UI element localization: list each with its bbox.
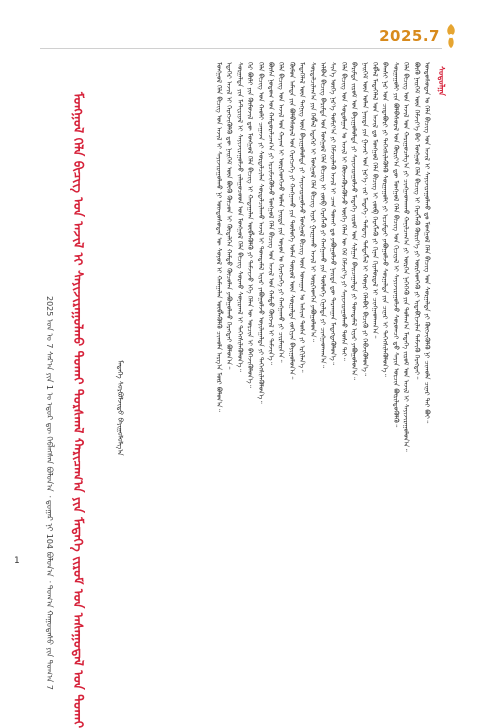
body-line: ᠰᠤᠷᠭᠠᠭᠤᠯᠢ ᠶᠢᠨ ᠪᠣᠯᠪᠠᠰᠤᠷᠠᠯ ᠤᠨ ᠬᠦᠷᠢᠶ᠎ᠡᠨ ᠳᠦ ᠮᠣᠩᠭᠣᠯ ᠬᠡᠯᠡ ᠪᠢᠴᠢᠭ ᠤᠨ ᠬᠢᠴᠢᠶᠡᠯ ᠢ ᠰᠠᠶᠢᠵᠢᠷᠠᠭᠤᠯᠵᠤ ᠰᠤᠷᠤᠭᠴᠢ ᠳ᠋ᠤ ᠰᠠᠶᠢᠨ ᠣᠷᠴᠢᠨ ᠪᠦᠷᠢᠯᠳᠦᠭᠦᠯᠬᠦ᠃ (391, 62, 400, 428)
body-line: ᠬᠡᠯᠡ ᠪᠢᠴᠢᠭ ᠤᠨ ᠠᠵᠢᠯ ᠤᠨ ᠬᠠᠷᠢᠭᠤᠴᠠᠯᠭ᠎ᠠ ᠶᠢ ᠴᠢᠩᠭᠠᠳᠬᠠᠬᠤ ᠬᠠᠨᠢᠯᠴᠠᠭ᠎ᠠ ᠶᠢ ᠥᠷᠭᠡᠨ ᠨᠡᠭᠡᠭᠡᠬᠦ ᠶᠢᠨ ᠲᠤᠯᠠᠭ᠎ᠠ ᠮᠡᠳᠡᠭᠡ ᠵᠢᠷᠤᠮ ᠤᠨ ᠠᠵᠢᠯ ᠢ ᠰᠠᠶᠢᠵᠢᠷᠠᠭᠤᠯᠤᠨ᠎ᠠ᠃ (402, 62, 411, 452)
body-line: ᠰᠤᠷᠭᠠᠯᠲᠠ ᠶᠢᠨ ᠮᠠᠲ᠋ᠧᠷᠢᠶᠠᠯ ᠢ ᠰᠠᠶᠢᠵᠢᠷᠠᠭᠤᠯᠵᠤ ᠵᠠᠯᠠᠭᠤᠴᠤᠳ ᠤᠨ ᠮᠣᠩᠭᠣᠯ ᠬᠡᠯᠡ ᠪᠢᠴᠢᠭ ᠰᠤᠷᠬᠤ ᠰᠣᠨᠢᠷᠬᠠᠯ ᠢ ᠳᠡᠭᠡᠭᠰᠢᠯᠡᠭᠦᠯᠦᠨ᠎ᠡ᠃ (235, 62, 244, 372)
body-line: ᠪᠦᠬᠦ ᠨᠡᠢᠭᠡᠮ ᠦᠨ ᠬᠡᠮᠵᠢᠶ᠎ᠡ ᠪᠡᠷ ᠮᠣᠩᠭᠣᠯ ᠬᠡᠯᠡ ᠪᠢᠴᠢᠭ ᠢ ᠬᠡᠷᠡᠭᠯᠡᠬᠦ ᠬᠦᠷᠢᠶ᠎ᠡ ᠶᠢ ᠥᠷᠭᠡᠳᠬᠡᠬᠦ ᠶᠢ ᠢᠳᠡᠪᠬᠢᠵᠢᠯᠡᠨ ᠳᠡᠮᠵᠢᠬᠦ ᠬᠡᠷᠡᠭᠲᠡᠢ᠃ (412, 62, 421, 380)
ornament-icon (440, 22, 462, 50)
body-line: ᠮᠣᠩᠭᠣᠯ ᠬᠡᠯᠡ ᠪᠢᠴᠢᠭ ᠤᠨ ᠠᠵᠢᠯ ᠢ ᠰᠠᠶᠢᠵᠢᠷᠠᠭᠤᠯᠬᠤ ᠨᠢ ᠦᠨᠳᠦᠰᠦᠲᠡᠨ ᠦ ᠰᠣᠶᠤᠯ ᠢ ᠬᠠᠮᠠᠭᠠᠯᠠᠨ ᠥᠪᠯᠡᠭᠦᠯᠬᠦ ᠴᠢᠬᠤᠯᠠ ᠠᠷᠭ᠎ᠠ ᠮᠥᠷ ᠪᠣᠯᠤᠨ᠎ᠠ᠃ (215, 62, 223, 412)
body-line: ᠪᠠᠷᠢᠮᠲᠠ ᠵᠢᠷᠤᠮ ᠤᠨ ᠪᠠᠶᠢᠭᠤᠯᠤᠯᠲᠠ ᠶᠢ ᠰᠠᠶᠢᠵᠢᠷᠠᠭᠤᠯᠵᠤ ᠮᠡᠳᠡᠭᠡ ᠵᠢᠷᠤᠮ ᠤᠨ ᠰᠢᠯᠭᠠᠨ ᠪᠠᠢᠴᠠᠭᠠᠯᠲᠠ ᠶᠢ ᠲᠣᠭᠲᠠᠮᠠᠯ ᠢᠶᠠᠷ ᠶᠠᠪᠤᠭᠤᠯᠤᠨ᠎ᠠ᠃ (350, 62, 359, 381)
body-line: ᠪᠠᠭᠰᠢ ᠨᠠᠷ ᠤᠨ ᠴᠢᠳᠠᠪᠤᠷᠢ ᠶᠢ ᠳᠡᠭᠡᠭᠰᠢᠯᠡᠭᠦᠯᠬᠦ ᠰᠤᠷᠭᠠᠭᠤᠯᠢ ᠶᠢ ᠡᠷᠴᠢᠮᠲᠡᠢ ᠶᠠᠪᠤᠭᠤᠯᠵᠤ ᠰᠤᠷᠭᠠᠯᠲᠠ ᠶᠢᠨ ᠴᠢᠨᠠᠷ ᠢ ᠳᠡᠭᠡᠭᠰᠢᠯᠡᠭᠦᠯᠦᠨ᠎ᠡ᠃ (381, 62, 390, 377)
header-divider (40, 48, 442, 49)
issue-date: 2025.7 (379, 27, 440, 45)
article-author: ᠮᠡᠳᠡᠭᠡ ᠰᠤᠷᠪᠤᠯᠵᠢᠳᠤ ᠪᠠᠶᠢᠭᠤᠯᠤᠯᠭ᠎ᠠ (116, 360, 124, 456)
body-line: ᠬᠦᠮᠦᠨ ᠠᠮᠠᠲᠠ ᠶᠢᠨ ᠪᠣᠯᠪᠠᠰᠤᠷᠠᠯ ᠤᠨ ᠬᠡᠷᠡᠭᠴᠡᠭᠡ ᠶᠢ ᠬᠠᠩᠭᠠᠬᠤ ᠶᠢᠨ ᠲᠥᠯᠥᠭᠡ ᠣᠯᠠᠨ ᠲᠥᠷᠥᠯ ᠦᠨ ᠰᠤᠷᠭᠠᠯᠲᠠ ᠵᠤᠬᠢᠶᠠᠨ ᠪᠠᠶᠢᠭᠤᠯᠤᠨ᠎ᠠ᠃ (287, 62, 296, 380)
body-line: ᠠᠯᠪᠠᠨ ᠪᠢᠴᠢᠭ ᠪᠠᠷᠢᠮᠲᠠ ᠤᠨ ᠮᠣᠩᠭᠣᠯ ᠬᠡᠯᠡ ᠪᠢᠴᠢᠭ ᠢ ᠵᠥᠪ ᠬᠡᠷᠡᠭᠯᠡᠬᠦ ᠶᠢ ᠬᠠᠩᠭᠠᠬᠤ ᠶᠢᠨ ᠲᠥᠯᠥᠭᠡ ᠬᠢᠨᠠᠯᠲᠠ ᠶᠢ ᠴᠢᠩᠭᠠᠳᠬᠠᠨ᠎ᠠ᠃ (319, 62, 327, 368)
body-line: ᠰᠤᠷᠲᠠᠯᠴᠢᠯᠠᠭ᠎ᠠ ᠶᠢᠨ ᠬᠡᠪᠯᠡᠯ ᠡᠳᠡᠭᠡᠷ ᠢ ᠮᠣᠩᠭᠣᠯ ᠬᠡᠯᠡ ᠪᠢᠴᠢᠭ ᠢᠶᠡᠷ ᠭᠠᠷᠭᠠᠬᠤ ᠠᠵᠢᠯ ᠢ ᠥᠷᠭᠡᠳᠬᠡᠨ ᠶᠠᠪᠤᠭᠤᠯᠤᠨ᠎ᠠ᠃ (308, 62, 317, 342)
body-line: ᠬᠡᠯᠡ ᠪᠢᠴᠢᠭ ᠤᠨ ᠰᠤᠳᠤᠯᠭᠠᠨ ᠤ ᠠᠵᠢᠯ ᠢ ᠭᠦᠨᠵᠡᠭᠦᠷᠡᠭᠦᠯᠵᠦ ᠦᠭᠡ ᠬᠡᠯᠡᠨ ᠦ ᠬᠡᠮ ᠬᠡᠮᠵᠢᠶ᠎ᠡ ᠶᠢ ᠰᠠᠶᠢᠵᠢᠷᠠᠭᠤᠯᠬᠤ ᠲᠤᠰᠠ ᠲᠠᠢ᠃ (339, 62, 348, 361)
body-line: ᠬᠡᠪᠯᠡᠯ ᠮᠡᠳᠡᠭᠡᠯᠡᠯ ᠤᠨ ᠠᠵᠢᠯ ᠳᠤ ᠮᠣᠩᠭᠣᠯ ᠬᠡᠯᠡ ᠪᠢᠴᠢᠭ ᠢ ᠵᠥᠪ ᠬᠡᠷᠡᠭᠯᠡᠬᠦ ᠶᠢ ᠬᠢᠨᠠᠨ ᠬᠢᠶᠠᠮᠤᠷᠳᠠᠯ ᠢ ᠴᠢᠩᠭᠠᠳᠬᠠᠨ᠎ᠠ᠃ (371, 62, 379, 339)
body-line: ᠨᠡᠢᠭᠡᠮ ᠦᠨ ᠣᠯᠠᠨ ᠨᠡᠢᠲᠡ ᠶᠢᠨ ᠭᠠᠵᠠᠷ ᠤᠨ ᠨᠡᠷ᠎ᠡ᠂ ᠵᠠᠷ ᠮᠡᠳᠡᠭᠡ᠂ ᠲᠡᠮᠳᠡᠭ ᠲᠡᠮᠳᠡᠭᠯᠡᠯ ᠢ ᠬᠣᠶᠠᠷ ᠬᠡᠯᠡᠪᠡᠷ ᠪᠢᠴᠢᠬᠦ ᠶᠢ ᠬᠡᠪᠵᠢᠭᠦᠯᠦᠨ᠎ᠡ᠃ (360, 62, 369, 377)
section-tag: ᠰᠤᠳᠤᠯᠭᠠ (437, 66, 447, 96)
article-title: ᠮᠣᠩᠭᠣᠯ ᠬᠡᠯᠡ ᠪᠢᠴᠢᠭ ᠤᠨ ᠠᠵᠢᠯ ᠢ ᠰᠠᠶᠢᠵᠢᠷᠠᠭᠤᠯᠬᠤ ᠲᠤᠬᠠᠢ ᠳᠤᠷᠰᠬᠠᠯ ᠬᠠᠷᠢᠴᠠᠭ᠎ᠠ ᠶᠢᠨ ᠮᠡᠳᠡᠭᠡ ᠵᠢᠷᠤᠮ ᠤᠨ ᠠᠰᠠᠭᠤᠳᠠᠯ ᠤᠨ ᠲᠤᠬᠠᠢ (70, 92, 85, 728)
body-line: ᠮᠡᠳᠡᠭᠡᠯᠡᠯ ᠦᠨ ᠲᠡᠬᠨᠢᠭ ᠦᠨ ᠪᠠᠶᠢᠭᠤᠯᠤᠯᠲᠠ ᠶᠢ ᠰᠠᠶᠢᠵᠢᠷᠠᠭᠤᠯᠵᠤ ᠮᠣᠩᠭᠣᠯ ᠪᠢᠴᠢᠭ ᠦᠨ ᠤᠬᠠᠭᠠᠨ ᠤ ᠠᠰᠢᠭ᠋ ᠲᠤᠰᠠ ᠶᠢ ᠡᠷᠬᠢᠯᠡᠨ᠎ᠡ᠃ (298, 62, 307, 373)
page-number: 1 (14, 556, 20, 566)
body-line: ᠤᠨᠳᠤᠰᠤᠲᠡᠨ ᠤ ᠬᠡᠯᠡ ᠪᠢᠴᠢᠭ ᠤᠨ ᠠᠵᠢᠯ ᠢ ᠰᠠᠶᠢᠵᠢᠷᠠᠭᠤᠯᠬᠤ ᠳᠤ ᠮᠣᠩᠭᠣᠯ ᠬᠡᠯᠡ ᠪᠢᠴᠢᠭ ᠤᠨ ᠰᠤᠷᠭᠠᠯᠲᠠ ᠶᠢ ᠬᠥᠭᠵᠢᠭᠦᠯᠬᠦ ᠨᠢ ᠴᠢᠬᠤᠯᠠ ᠴᠢᠨᠠᠷ ᠲᠠᠢ ᠪᠤᠢ᠃ (423, 62, 431, 424)
body-line: ᠬᠡᠯᠡ ᠪᠢᠴᠢᠭ ᠤᠨ ᠬᠠᠤᠯᠢ ᠴᠠᠭᠠᠵᠠ ᠶᠢ ᠰᠤᠷᠲᠠᠯᠴᠢᠯᠠᠨ ᠰᠤᠷᠲᠠᠯᠴᠢᠯᠠᠬᠤ ᠠᠵᠢᠯ ᠢ ᠲᠣᠭᠲᠠᠮᠠᠯ ᠢᠶᠠᠷ ᠶᠠᠪᠤᠭᠤᠯᠵᠤ ᠣᠶᠢᠯᠠᠭᠠᠯᠲᠠ ᠶᠢ ᠳᠡᠭᠡᠭᠰᠢᠯᠡᠭᠦᠯᠦᠨ᠎ᠡ᠃ (256, 62, 265, 404)
body-line: ᠬᠡᠯᠡ ᠪᠢᠴᠢᠭ ᠤᠨ ᠠᠵᠢᠯ ᠤᠨ ᠬᠠᠶᠠᠭ ᠢ ᠥᠷᠭᠡᠳᠬᠡᠵᠦ ᠣᠯᠠᠨ ᠨᠡᠢᠲᠡ ᠶᠢᠨ ᠣᠶᠤᠨ ᠤ ᠬᠡᠷᠡᠭᠴᠡᠭᠡ ᠶᠢ ᠬᠠᠩᠭᠠᠬᠤ ᠶᠢ ᠴᠢᠷᠮᠠᠢᠨ᠎ᠠ᠃ (277, 62, 286, 363)
body-line: ᠡᠳᠡᠭᠡᠷ ᠠᠵᠢᠯ ᠢ ᠬᠡᠷᠡᠭᠵᠢᠭᠦᠯᠬᠦ ᠳᠦ ᠨᠡᠢᠭᠡᠮ ᠦᠨ ᠪᠦᠬᠦ ᠬᠦᠴᠦᠨ ᠢ ᠬᠥᠳᠡᠯᠭᠡᠨ ᠬᠠᠮᠲᠤ ᠬᠦᠴᠦᠯᠡᠨ ᠶᠠᠪᠤᠭᠤᠯᠬᠤ ᠬᠡᠷᠡᠭᠲᠡᠢ ᠪᠣᠯᠤᠨ᠎ᠠ᠃ (225, 62, 234, 370)
body-line: ᠰᠢᠨ᠎ᠡ ᠦᠭᠡ ᠨᠡᠷ᠎ᠡ ᠲᠣᠮᠢᠶ᠎ᠠ ᠶᠢ ᠬᠡᠮᠵᠢᠶᠡᠯᠡᠬᠦ ᠠᠵᠢᠯ ᠢ ᠴᠠᠭ ᠲᠤᠬᠠᠢ ᠳᠤ ᠶᠠᠪᠤᠭᠤᠯᠵᠤ ᠨᠡᠢᠲᠡ ᠳᠦ ᠲᠠᠷᠬᠠᠭᠠᠨ ᠮᠡᠳᠡᠭᠳᠡᠭᠦᠯᠦᠨ᠎ᠡ᠃ (329, 62, 338, 366)
body-line: ᠭᠡᠷ ᠪᠦᠯᠢ ᠶᠢᠨ ᠬᠦᠮᠦᠵᠢᠯ ᠳᠦ ᠮᠣᠩᠭᠣᠯ ᠬᠡᠯᠡ ᠪᠢᠴᠢᠭ ᠢ ᠬᠠᠳᠠᠭᠠᠯᠠᠨ ᠥᠪᠯᠡᠭᠦᠯᠬᠦ ᠶᠢ ᠳᠡᠮᠵᠢᠵᠦ ᠡᠬᠡ ᠬᠡᠯᠡᠨ ᠦ ᠣᠷᠴᠢᠨ ᠢ ᠪᠡᠬᠡᠵᠢᠭᠦᠯᠦᠨ᠎ᠡ᠃ (246, 62, 255, 388)
publication-info: 2025 ᠣᠨ ᠤ 7 ᠰᠠᠷ᠎ᠠ ᠶᠢᠨ 1 ᠤ ᠡᠳᠦᠷ ᠳᠦ ᠬᠡᠪᠯᠡᠭᠰᠡᠨ ᠪᠣᠯᠤᠨ᠎ᠠ ᠂ ᠳ᠋ᠤᠭᠠᠷ ᠨᠢ 104 ᠪᠣᠯᠤᠨ᠎ᠠ ᠂ ᠳᠣᠭ᠎ᠠ ᠬᠠᠭᠤᠳᠠᠰᠤ ᠶᠢᠨ ᠲᠣᠭ᠎ᠠ 7 (45, 296, 54, 690)
body-line: ᠪᠦᠰᠡ ᠨᠤᠲᠤᠭ ᠤᠨ ᠬᠠᠮᠲᠤᠷᠠᠯᠴᠠᠭ᠎ᠠ ᠶᠢ ᠡᠷᠴᠢᠮᠵᠢᠭᠦᠯᠵᠦ ᠮᠣᠩᠭᠣᠯ ᠬᠡᠯᠡ ᠪᠢᠴᠢᠭ ᠤᠨ ᠠᠵᠢᠯ ᠤᠨ ᠬᠠᠮᠲᠤ ᠬᠥᠭᠵᠢᠯ ᠢ ᠳᠡᠮᠵᠢᠨ᠎ᠡ᠃ (267, 62, 275, 365)
